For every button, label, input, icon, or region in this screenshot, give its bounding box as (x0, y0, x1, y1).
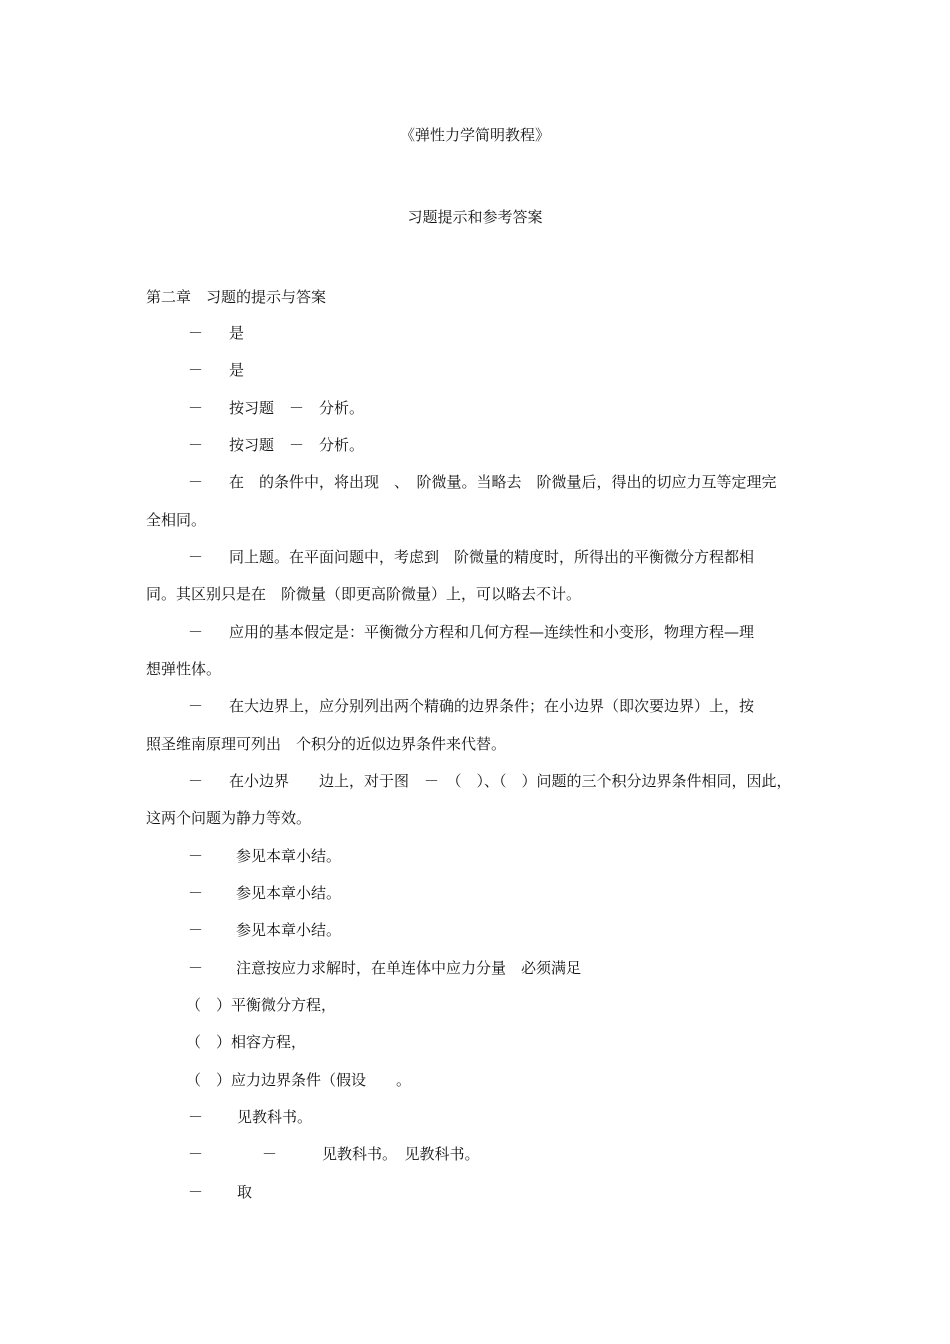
list-item: 参见本章小结。 (236, 884, 342, 902)
list-item-continuation: 想弹性体。 (146, 660, 222, 678)
item-dash: － (188, 921, 204, 939)
list-item: － 见教科书。 见教科书。 (262, 1145, 480, 1163)
condition-item: （ ）应力边界条件（假设 。 (186, 1071, 412, 1089)
list-item-continuation: 照圣维南原理可列出 个积分的近似边界条件来代替。 (146, 735, 507, 753)
list-item: 是 (229, 361, 245, 379)
item-dash: － (188, 324, 204, 342)
list-item: 参见本章小结。 (236, 921, 342, 939)
list-item: 在小边界 边上，对于图 － （ ）、（ ）问题的三个积分边界条件相同，因此， (229, 772, 792, 790)
chapter-heading: 第二章 习题的提示与答案 (146, 288, 327, 306)
item-dash: － (188, 1108, 204, 1126)
list-item: 应用的基本假定是：平衡微分方程和几何方程—连续性和小变形，物理方程—理 (229, 623, 755, 641)
condition-item: （ ）平衡微分方程， (186, 996, 337, 1014)
item-dash: － (188, 436, 204, 454)
item-dash: － (188, 1183, 204, 1201)
condition-item: （ ）相容方程， (186, 1033, 307, 1051)
item-dash: － (188, 959, 204, 977)
item-dash: － (188, 473, 204, 491)
list-item: 同上题。在平面问题中，考虑到 阶微量的精度时，所得出的平衡微分方程都相 (229, 548, 755, 566)
item-dash: － (188, 1145, 204, 1163)
list-item: 在大边界上，应分别列出两个精确的边界条件；在小边界（即次要边界）上，按 (229, 697, 755, 715)
list-item-continuation: 这两个问题为静力等效。 (146, 809, 312, 827)
item-dash: － (188, 361, 204, 379)
list-item-continuation: 同。其区别只是在 阶微量（即更高阶微量）上，可以略去不计。 (146, 585, 582, 603)
item-dash: － (188, 884, 204, 902)
list-item-continuation: 全相同。 (146, 511, 207, 529)
list-item: 参见本章小结。 (236, 847, 342, 865)
document-title: 《弹性力学简明教程》 (399, 126, 550, 144)
list-item: 是 (229, 324, 245, 342)
item-dash: － (188, 548, 204, 566)
list-item: 取 (237, 1183, 253, 1201)
list-item: 在 的条件中，将出现 、 阶微量。当略去 阶微量后，得出的切应力互等定理完 (229, 473, 777, 491)
item-dash: － (188, 697, 204, 715)
item-dash: － (188, 847, 204, 865)
item-dash: － (188, 399, 204, 417)
list-item: 注意按应力求解时，在单连体中应力分量 必须满足 (236, 959, 582, 977)
list-item: 见教科书。 (237, 1108, 313, 1126)
list-item: 按习题 － 分析。 (229, 436, 365, 454)
document-subtitle: 习题提示和参考答案 (407, 208, 543, 226)
item-dash: － (188, 623, 204, 641)
item-dash: － (188, 772, 204, 790)
list-item: 按习题 － 分析。 (229, 399, 365, 417)
